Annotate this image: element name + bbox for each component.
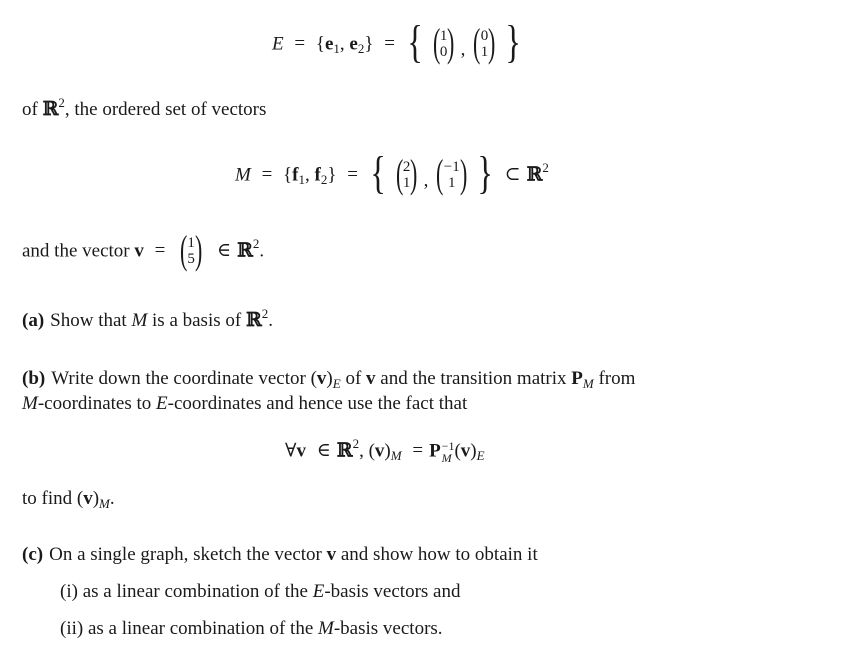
vector-v-in: ∈ xyxy=(217,240,232,262)
part-b-line-1 xyxy=(22,368,636,391)
part-c xyxy=(22,545,538,564)
eq-E-e1-sub: 1 xyxy=(333,41,340,57)
of-R2-prefix: of xyxy=(22,99,38,120)
part-b-line2-M: M xyxy=(22,393,38,414)
eq-E-vec-sep: , xyxy=(460,39,466,61)
line-to-find xyxy=(22,488,115,511)
part-b-line2-text2: -coordinates and hence use the fact that xyxy=(167,393,468,414)
forall-equals: = xyxy=(412,440,424,462)
part-c-i-E: E xyxy=(312,581,325,602)
part-b-text3: and the transition matrix xyxy=(380,368,567,389)
eq-M-vec2-top: −1 xyxy=(443,159,460,176)
eq-E-big-brace-close: } xyxy=(505,16,522,67)
to-find-v: v xyxy=(83,488,93,509)
part-a-sup: 2 xyxy=(261,306,269,321)
to-find-period: . xyxy=(109,488,115,509)
to-find-text: to find xyxy=(22,488,73,509)
part-b-text4: from xyxy=(598,368,636,389)
eq-E-vector-1: ( 1 0 ) xyxy=(432,20,455,65)
part-c-i-label: (i) xyxy=(60,581,78,602)
eq-E-set-close: } xyxy=(364,33,374,55)
forall-in: ∈ xyxy=(316,440,331,462)
part-c-ii xyxy=(60,619,443,638)
eq-M-sep: , xyxy=(305,164,310,186)
forall-comma: , xyxy=(359,440,364,462)
forall-sup: 2 xyxy=(352,436,360,452)
eq-M-equals-2: = xyxy=(347,164,358,186)
eq-E-sep: , xyxy=(339,33,345,55)
eq-E-vec2-top: 0 xyxy=(480,28,489,45)
eq-M-vec1-top: 2 xyxy=(402,159,411,176)
eq-M-lhs: M xyxy=(235,164,251,186)
part-b-v-close: ) xyxy=(326,368,333,389)
eq-M-vec1-bottom: 1 xyxy=(402,175,411,191)
eq-M-f2: f xyxy=(314,164,321,186)
forall-R: ℝ xyxy=(336,439,353,462)
part-b-label: (b) xyxy=(22,368,46,389)
part-b-text1: Write down the coordinate vector xyxy=(51,368,306,389)
eq-E-e2-sub: 2 xyxy=(357,41,365,57)
vector-v-R: ℝ xyxy=(237,239,253,262)
part-c-v: v xyxy=(326,544,337,565)
part-b-sub-E: E xyxy=(332,376,341,391)
part-c-ii-text2: -basis vectors. xyxy=(333,618,443,639)
forall-rhs-v: v xyxy=(460,440,471,462)
equation-forall xyxy=(285,436,485,465)
part-b-P: P xyxy=(571,368,583,389)
part-a-R: ℝ xyxy=(245,309,262,331)
forall-P-sup: −1 xyxy=(441,439,455,453)
forall-P-sub: M xyxy=(441,451,452,465)
eq-M-sup: 2 xyxy=(542,160,549,176)
eq-E-e2: e xyxy=(349,33,358,55)
equation-M-basis xyxy=(235,147,549,199)
forall-P: P xyxy=(429,440,441,462)
eq-M-f1: f xyxy=(292,164,299,186)
part-b-v2: v xyxy=(366,368,376,389)
part-a-period: . xyxy=(268,310,273,331)
forall-rhs-open: ( xyxy=(454,440,461,462)
forall-rhs-sub: E xyxy=(476,448,485,464)
eq-M-vector-2: ( −1 1 ) xyxy=(436,151,468,196)
vector-v-symbol: v xyxy=(134,240,144,262)
eq-M-subset: ⊂ xyxy=(504,164,521,186)
forall-lhs-v: v xyxy=(374,440,385,462)
part-c-ii-M: M xyxy=(318,618,334,639)
part-a-text2: is a basis of xyxy=(152,310,242,331)
forall-P-scripts xyxy=(442,440,455,464)
part-c-ii-text1: as a linear combination of the xyxy=(87,618,314,639)
part-c-text1: On a single graph, sketch the vector xyxy=(49,544,322,565)
part-b-P-sub: M xyxy=(582,376,594,391)
part-a-text1: Show that xyxy=(50,310,127,331)
eq-E-equals-1: = xyxy=(294,33,306,55)
part-c-i-text1: as a linear combination of the xyxy=(82,581,308,602)
eq-M-big-brace-open: { xyxy=(369,147,386,198)
vector-v-column: ( 1 5 ) xyxy=(180,227,203,272)
part-c-ii-label: (ii) xyxy=(60,618,84,639)
part-c-i xyxy=(60,582,460,601)
forall-symbol: ∀ xyxy=(285,440,297,462)
eq-E-e1: e xyxy=(324,33,334,55)
forall-v: v xyxy=(296,440,306,462)
eq-E-equals-2: = xyxy=(384,33,395,55)
part-c-i-text2: -basis vectors and xyxy=(324,581,461,602)
eq-M-f2-sub: 2 xyxy=(320,172,328,188)
of-R2-sup: 2 xyxy=(58,95,65,110)
eq-E-vector-2: ( 0 1 ) xyxy=(473,20,496,65)
eq-M-big-brace-close: } xyxy=(477,147,493,198)
line-of-R2 xyxy=(22,95,267,120)
part-a-label: (a) xyxy=(22,310,45,331)
part-b-line-2 xyxy=(22,394,467,413)
of-R2-suffix: , the ordered set of vectors xyxy=(64,99,267,120)
part-b-v-open: ( xyxy=(310,368,317,389)
eq-E-set-open: { xyxy=(315,33,325,55)
eq-M-f1-sub: 1 xyxy=(298,172,305,188)
eq-M-set-open: { xyxy=(283,164,293,186)
to-find-sub: M xyxy=(99,496,110,511)
eq-E-big-brace-open: { xyxy=(406,16,423,67)
eq-M-set-close: } xyxy=(327,164,337,186)
vector-v-prefix: and the vector xyxy=(22,240,130,262)
eq-E-lhs: E xyxy=(272,33,284,55)
forall-rhs-close: ) xyxy=(470,440,477,462)
vector-v-sup: 2 xyxy=(252,236,260,252)
eq-M-vec-sep: , xyxy=(423,170,429,192)
vector-v-equals: = xyxy=(154,240,166,262)
forall-lhs-open: ( xyxy=(368,440,375,462)
eq-M-vec2-bottom: 1 xyxy=(447,175,456,191)
eq-E-vec1-bottom: 0 xyxy=(439,44,448,60)
vector-v-top: 1 xyxy=(187,235,195,252)
part-b-text2: of xyxy=(345,368,362,389)
vector-v-period: . xyxy=(259,240,265,262)
of-R2-R: ℝ xyxy=(42,98,59,120)
eq-E-vec1-top: 1 xyxy=(439,28,448,45)
part-c-text2: and show how to obtain it xyxy=(340,544,538,565)
eq-M-R: ℝ xyxy=(526,163,543,186)
vector-v-bottom: 5 xyxy=(187,251,195,267)
part-a xyxy=(22,306,273,331)
part-b-v: v xyxy=(316,368,327,389)
forall-lhs-sub: M xyxy=(390,448,402,464)
eq-M-vector-1: ( 2 1 ) xyxy=(395,151,418,196)
line-vector-v xyxy=(22,227,265,272)
forall-lhs-close: ) xyxy=(384,440,391,462)
to-find-open: ( xyxy=(76,488,84,509)
to-find-close: ) xyxy=(92,488,100,509)
part-a-M: M xyxy=(131,310,148,331)
part-b-line2-E: E xyxy=(156,393,168,414)
part-c-label: (c) xyxy=(22,544,44,565)
eq-E-vec2-bottom: 1 xyxy=(480,44,489,60)
part-b-line2-text1: -coordinates to xyxy=(37,393,152,414)
equation-E-basis xyxy=(272,16,522,68)
eq-M-equals-1: = xyxy=(261,164,273,186)
